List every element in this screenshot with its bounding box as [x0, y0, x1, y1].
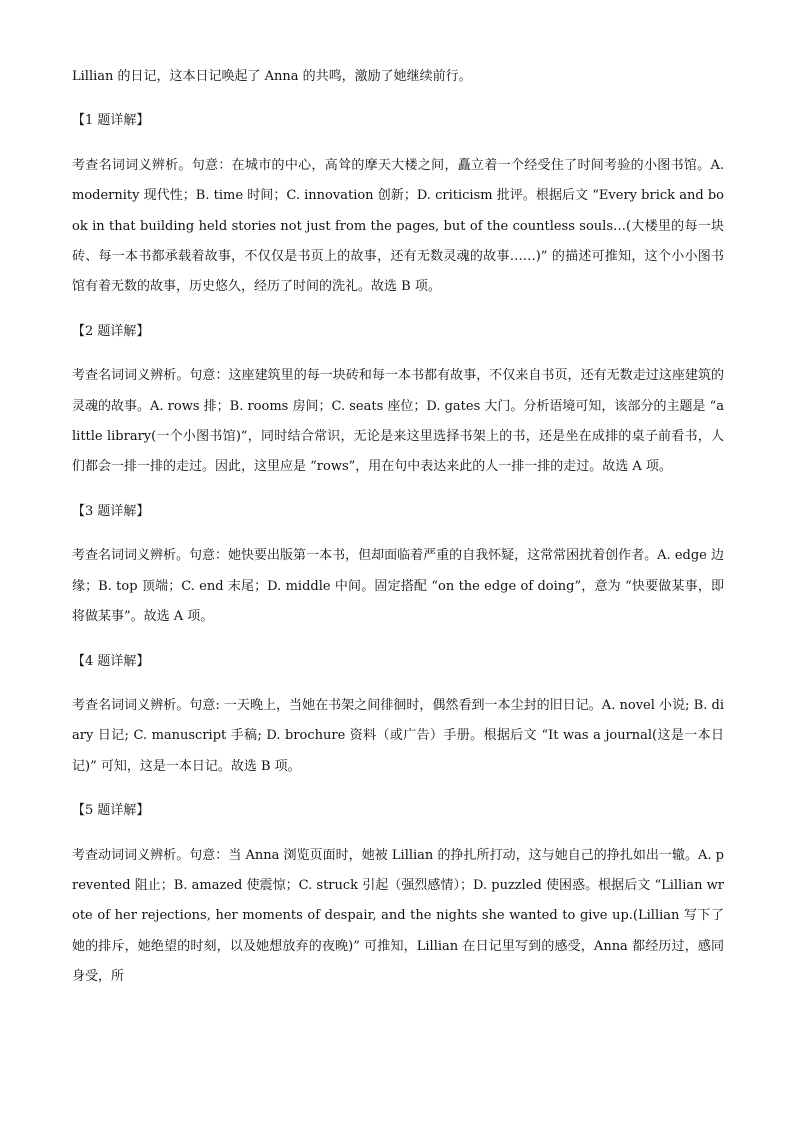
section-text: 考查动词词义辨析。句意：当 Anna 浏览页面时，她被 Lillian 的挣扎所打动，这与她自己的挣扎如出一辙。A. prevented 阻止；B. amazed 使震惊；C. struck 引起（强烈感情）；D. puzzled 使困惑。根据后文 “Lillian wrote of her rejections, her moments of despair, and the nights she wanted to give up.(Lillian 写下了她的排斥，她绝望的时刻，以及她想放弃的夜晚)” 可推知，Lillian 在日记里写到的感受，Anna 都经历过，感同身受，所: [72, 847, 724, 985]
section-text: 考查名词词义辨析。句意: 一天晚上，当她在书架之间徘徊时，偶然看到一本尘封的旧日记。A. novel 小说; B. diary 日记; C. manuscript 手稿; D. brochure 资料（或广告）手册。根据后文 “It was a journal(这是一本日记)” 可知，这是一本日记。故选 B 项。: [72, 697, 724, 774]
section-1: [72, 106, 724, 316]
intro-paragraph: Lillian 的日记，这本日记唤起了 Anna 的共鸣，激励了她继续前行。: [72, 69, 472, 84]
section-heading: 【2 题详解】: [72, 323, 150, 339]
section-text: 考查名词词义辨析。句意：她快要出版第一本书，但却面临着严重的自我怀疑，这常常困扰着创作者。A. edge 边缘；B. top 顶端；C. end 末尾；D. middle 中间。固定搭配 “on the edge of doing”，意为 “快要做某事，即将做某事”。故选 A 项。: [72, 548, 724, 625]
section-3: [72, 497, 724, 647]
section-heading: 【1 题详解】: [72, 113, 150, 129]
document-page: [72, 62, 724, 993]
section-4: [72, 647, 724, 797]
section-heading: 【5 题详解】: [72, 803, 150, 819]
section-text: 考查名词词义辨析。句意：在城市的中心，高耸的摩天大楼之间，矗立着一个经受住了时间考验的小图书馆。A. modernity 现代性；B. time 时间；C. innovation 创新；D. criticism 批评。根据后文 “Every brick and book in that building held stories not just from the pages, but of the countless souls…(大楼里的每一块砖、每一本书都承载着故事，不仅仅是书页上的故事，还有无数灵魂的故事……)” 的描述可推知，这个小小图书馆有着无数的故事，历史悠久，经历了时间的洗礼。故选 B 项。: [72, 157, 724, 295]
section-heading: 【4 题详解】: [72, 653, 150, 669]
section-heading: 【3 题详解】: [72, 503, 150, 519]
section-text: 考查名词词义辨析。句意：这座建筑里的每一块砖和每一本书都有故事，不仅来自书页，还有无数走过这座建筑的灵魂的故事。A. rows 排；B. rooms 房间；C. seats 座位；D. gates 大门。分析语境可知，该部分的主题是 “a little library(一个小图书馆)”，同时结合常识，无论是来这里选择书架上的书，还是坐在成排的桌子前看书，人们都会一排一排的走过。因此，这里应是 “rows”，用在句中表达来此的人一排一排的走过。故选 A 项。: [72, 368, 724, 475]
section-2: [72, 317, 724, 497]
section-5: [72, 796, 724, 992]
